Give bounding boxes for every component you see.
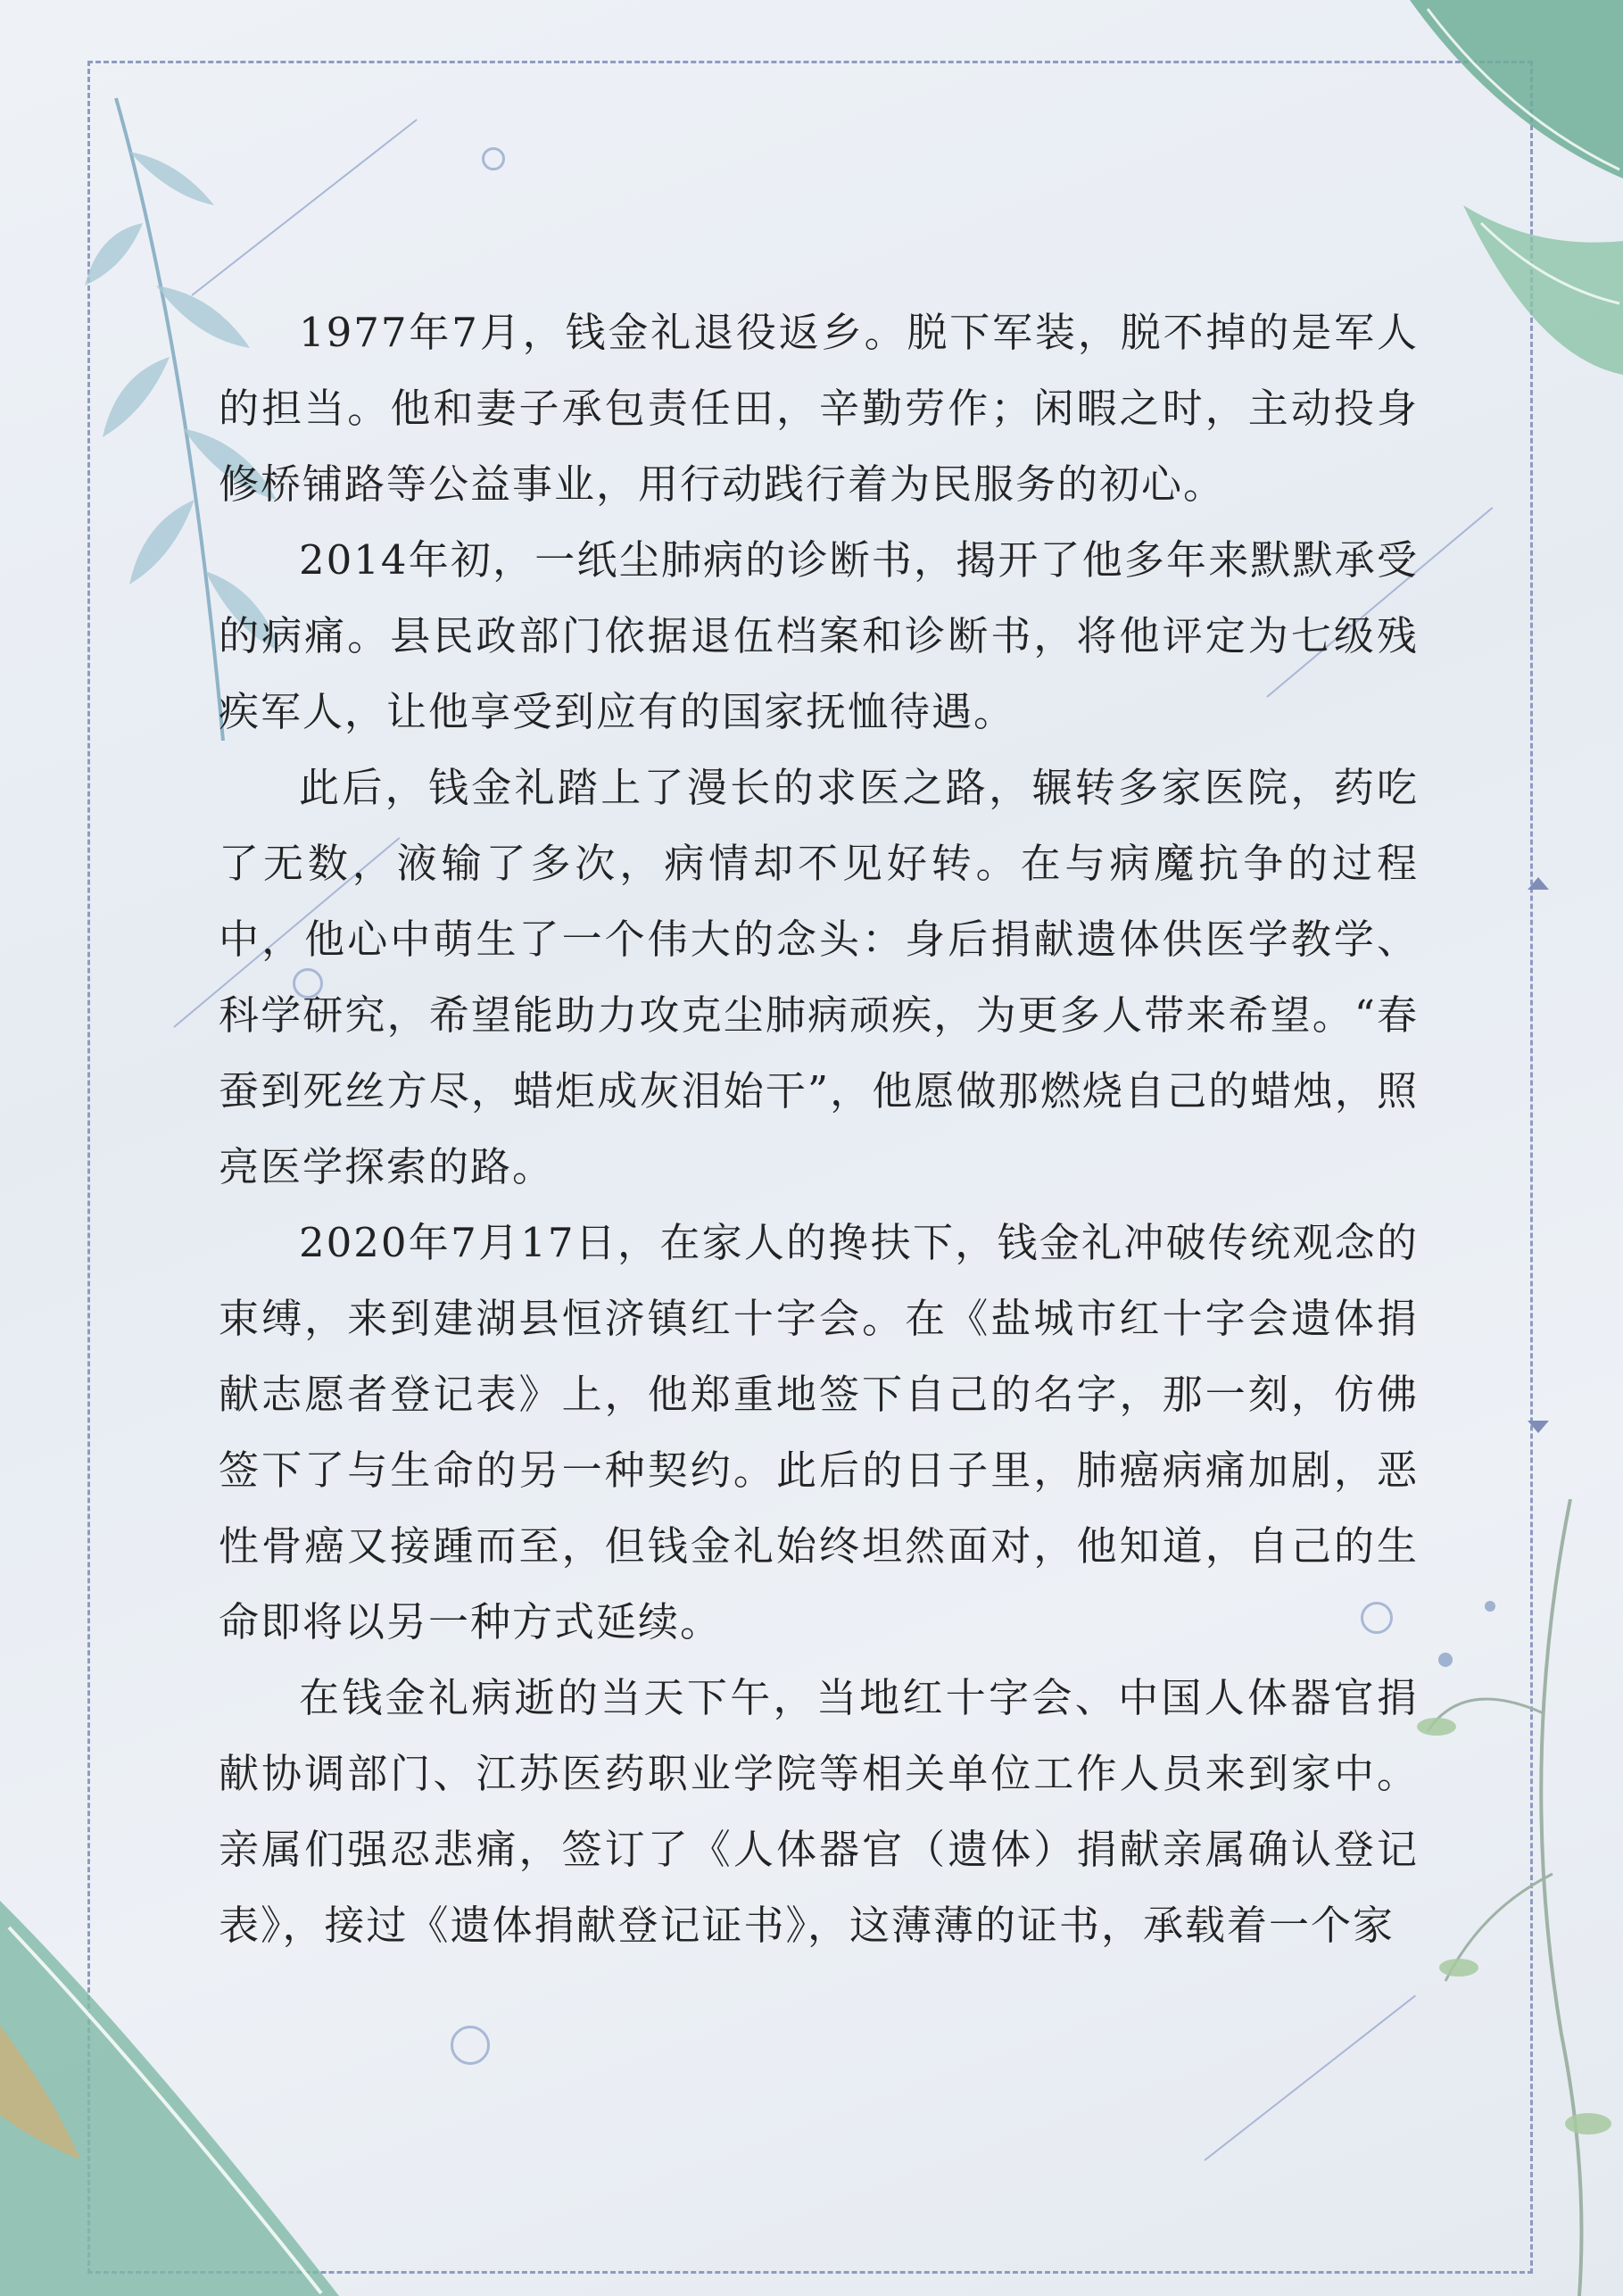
paragraph: 此后，钱金礼踏上了漫长的求医之路，辗转多家医院，药吃了无数，液输了多次，病情却不见好转。在与病魔抗争的过程中，他心中萌生了一个伟大的念头：身后捐献遗体供医学教学、科学研究，希望能助力攻克尘肺病顽疾，为更多人带来希望。“春蚕到死丝方尽，蜡炬成灰泪始干”，他愿做那燃烧自己的蜡烛，照亮医学探索的路。 [219,764,1419,1190]
decorative-circle [451,2026,490,2065]
paragraph: 在钱金礼病逝的当天下午，当地红十字会、中国人体器官捐献协调部门、江苏医药职业学院等相关单位工作人员来到家中。亲属们强忍悲痛，签订了《人体器官（遗体）捐献亲属确认登记表》，接过《遗体捐献登记证书》，这薄薄的证书，承载着一个家 [219,1674,1419,1949]
triangle-down-icon [1528,1421,1549,1433]
triangle-up-icon [1528,877,1549,890]
flower-branch-bottom-right [1410,1499,1623,2296]
decorative-circle [482,147,505,170]
paragraph: 1977年7月，钱金礼退役返乡。脱下军装，脱不掉的是军人的担当。他和妻子承包责任田，辛勤劳作；闲暇之时，主动投身修桥铺路等公益事业，用行动践行着为民服务的初心。 [219,309,1419,508]
paragraph: 2020年7月17日，在家人的搀扶下，钱金礼冲破传统观念的束缚，来到建湖县恒济镇红十字会。在《盐城市红十字会遗体捐献志愿者登记表》上，他郑重地签下自己的名字，那一刻，仿佛签下了与生命的另一种契约。此后的日子里，肺癌病痛加剧，恶性骨癌又接踵而至，但钱金礼始终坦然面对，他知道，自己的生命即将以另一种方式延续。 [219,1219,1419,1645]
paragraph: 2014年初，一纸尘肺病的诊断书，揭开了他多年来默默承受的病痛。县民政部门依据退伍档案和诊断书，将他评定为七级残疾军人，让他享受到应有的国家抚恤待遇。 [219,536,1419,735]
article-body [219,294,1419,1963]
